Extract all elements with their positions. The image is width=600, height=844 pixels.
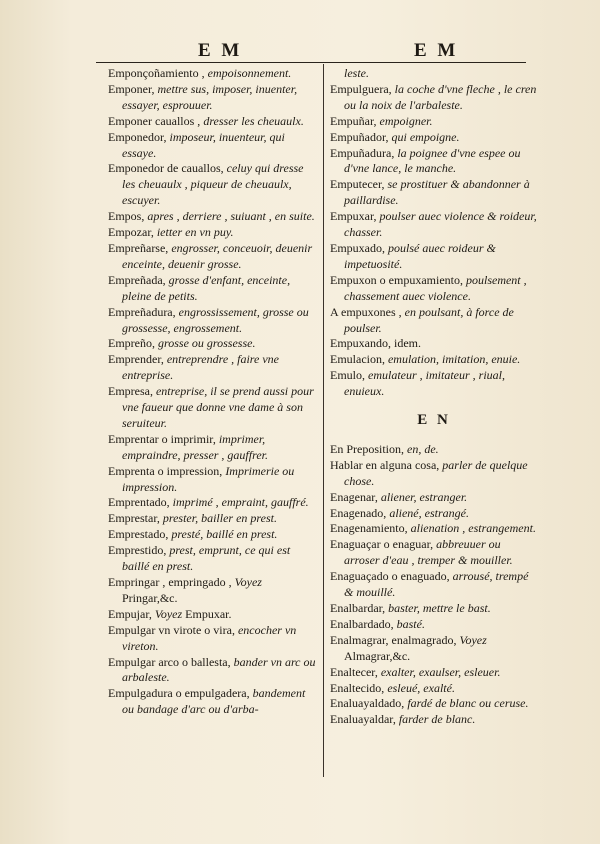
headword: Empuxar, bbox=[330, 209, 380, 224]
headword: Emprestado, bbox=[108, 527, 172, 542]
translation: la coche d'vne fleche , le cren ou la noix de l'arbaleste. bbox=[344, 81, 537, 112]
headword: Empreñada, bbox=[108, 272, 169, 287]
dictionary-entry bbox=[108, 161, 318, 209]
translation: mettre sus, imposer, inuenter, essayer, esprouuer. bbox=[122, 81, 298, 112]
headword: Empos, bbox=[108, 209, 148, 224]
translation: parler de quelque chose. bbox=[344, 457, 528, 488]
headword: Enagenado, bbox=[330, 505, 390, 520]
dictionary-entry bbox=[330, 209, 538, 241]
dictionary-entry bbox=[330, 617, 538, 633]
right-column bbox=[330, 66, 538, 728]
translation: farder de blanc. bbox=[398, 712, 476, 727]
translation: poulsé auec roideur & impetuosité. bbox=[344, 240, 496, 271]
translation: bandement ou bandage d'arc ou d'arba- bbox=[122, 686, 306, 717]
dictionary-entry bbox=[108, 623, 318, 655]
cross-reference: Almagrar,&c. bbox=[344, 648, 411, 663]
headword: Enaluayaldar, bbox=[330, 712, 399, 727]
dictionary-entry bbox=[108, 495, 318, 511]
dictionary-entry bbox=[108, 686, 318, 718]
headword: Emputecer, bbox=[330, 177, 388, 192]
translation: celuy qui dresse les cheuaulx , piqueur de cheuaulx, escuyer. bbox=[122, 161, 304, 208]
translation: encocher vn vireton. bbox=[122, 622, 297, 653]
dictionary-entry bbox=[330, 114, 538, 130]
dictionary-entry bbox=[108, 527, 318, 543]
dictionary-entry bbox=[108, 575, 318, 607]
headword: Emprestar, bbox=[108, 511, 163, 526]
translation: dresser les cheuaulx. bbox=[203, 113, 304, 128]
translation: imprimé , empraint, gauffré. bbox=[172, 495, 309, 510]
dictionary-entry bbox=[330, 368, 538, 400]
dictionary-entry bbox=[330, 601, 538, 617]
headword: Enaguaçado o enaguado, bbox=[330, 569, 453, 584]
headword: Enalbardado, bbox=[330, 616, 397, 631]
translation: bander vn arc ou arbaleste. bbox=[122, 654, 316, 685]
dictionary-entry bbox=[330, 569, 538, 601]
translation: baster, mettre le bast. bbox=[388, 601, 491, 615]
translation: arrousé, trempé & mouillé. bbox=[344, 569, 529, 600]
dictionary-entry bbox=[108, 352, 318, 384]
translation: Voyez bbox=[234, 575, 262, 589]
translation: prest, emprunt, ce qui est baillé en prest. bbox=[122, 543, 291, 574]
headword: Emulacion, bbox=[330, 352, 388, 367]
dictionary-entry bbox=[108, 655, 318, 687]
running-header bbox=[96, 40, 526, 62]
translation: poulser auec violence & roideur, chasser. bbox=[344, 209, 537, 240]
entries-en bbox=[330, 442, 538, 728]
dictionary-entry bbox=[108, 336, 318, 352]
headword: Enagenar, bbox=[330, 489, 381, 504]
dictionary-entry bbox=[108, 66, 318, 82]
section-heading: E N bbox=[417, 412, 451, 429]
translation: en poulsant, à force de poulser. bbox=[344, 304, 514, 335]
headword: Enalbardar, bbox=[330, 601, 389, 615]
headword: Emprentar o imprimir, bbox=[108, 431, 219, 446]
translation: alienation , estrangement. bbox=[410, 521, 536, 536]
headword: A empuxones , bbox=[330, 304, 405, 319]
headword: Empreño, bbox=[108, 336, 158, 351]
dictionary-entry bbox=[108, 241, 318, 273]
headword: Emponer, bbox=[108, 81, 158, 96]
translation: apres , derriere , suiuant , en suite. bbox=[147, 209, 315, 224]
dictionary-entry bbox=[108, 82, 318, 114]
dictionary-entry bbox=[330, 241, 538, 273]
headword: Emponedor, bbox=[108, 129, 170, 144]
translation: en, de. bbox=[407, 441, 439, 456]
translation: emulation, imitation, enuie. bbox=[387, 352, 521, 367]
translation: Voyez bbox=[154, 606, 183, 621]
headword: Enaltecido, bbox=[330, 680, 388, 695]
translation: grosse ou grossesse. bbox=[158, 336, 256, 351]
headword: Empreñadura, bbox=[108, 304, 179, 319]
translation: Voyez bbox=[459, 632, 487, 647]
translation: la poignee d'vne espee ou d'vne lance, le manche. bbox=[344, 145, 521, 176]
headword: Emponedor de cauallos, bbox=[108, 161, 227, 176]
dictionary-entry bbox=[330, 273, 538, 305]
dictionary-entry bbox=[330, 146, 538, 178]
headword: Enagenamiento, bbox=[330, 521, 411, 536]
translation: se prostituer & abandonner à paillardise. bbox=[344, 177, 530, 208]
dictionary-entry bbox=[108, 543, 318, 575]
headword: Empuñadura, bbox=[330, 145, 398, 160]
column-divider bbox=[323, 64, 324, 777]
headword: Emprestido, bbox=[108, 543, 170, 558]
dictionary-entry bbox=[108, 607, 318, 623]
headword: Empuxando, idem. bbox=[330, 336, 421, 351]
translation: ietter en vn puy. bbox=[156, 225, 234, 240]
dictionary-entry bbox=[330, 458, 538, 490]
translation: fardé de blanc ou ceruse. bbox=[407, 696, 529, 711]
cross-reference: Empuxar. bbox=[182, 606, 232, 621]
dictionary-entry bbox=[108, 464, 318, 496]
dictionary-entry bbox=[108, 209, 318, 225]
translation: basté. bbox=[396, 616, 425, 631]
headword: Emulo, bbox=[330, 368, 368, 383]
headword: Emprenta o impression, bbox=[108, 463, 226, 478]
headword: Empreñarse, bbox=[108, 240, 172, 255]
left-column bbox=[108, 66, 318, 718]
translation: prester, bailler en prest. bbox=[162, 511, 277, 526]
headword: En Preposition, bbox=[330, 441, 407, 456]
translation: engrosser, conceuoir, deuenir enceinte, deuenir grosse. bbox=[122, 240, 313, 271]
headword: Empuñar, bbox=[330, 113, 380, 128]
dictionary-entry bbox=[330, 506, 538, 522]
headword: Enaltecer, bbox=[330, 664, 381, 679]
entries-em bbox=[330, 82, 538, 400]
translation: imposeur, inuenteur, qui essaye. bbox=[122, 129, 285, 160]
translation: poulsement , chassement auec violence. bbox=[344, 272, 527, 303]
dictionary-entry bbox=[108, 225, 318, 241]
translation: qui empoigne. bbox=[391, 129, 460, 144]
headword: Empulgar arco o ballesta, bbox=[108, 654, 234, 669]
headword: Empuxon o empuxamiento, bbox=[330, 272, 466, 287]
dictionary-entry bbox=[330, 442, 538, 458]
dictionary-entry bbox=[330, 665, 538, 681]
cross-reference: Pringar,&c. bbox=[122, 590, 178, 605]
dictionary-entry bbox=[330, 82, 538, 114]
translation: exalter, exaulser, esleuer. bbox=[380, 664, 501, 679]
headword: Empuxado, bbox=[330, 240, 388, 255]
headword: Empulgadura o empulgadera, bbox=[108, 686, 253, 701]
headword: Emprender, bbox=[108, 352, 167, 367]
dictionary-entry bbox=[108, 273, 318, 305]
translation: Imprimerie ou impression. bbox=[122, 463, 295, 494]
dictionary-entry bbox=[108, 130, 318, 162]
headword: Hablar en alguna cosa, bbox=[330, 457, 443, 472]
headword: Enaluayaldado, bbox=[330, 696, 408, 711]
header-rule bbox=[96, 62, 526, 63]
dictionary-entry bbox=[330, 712, 538, 728]
headword: Empringar , empringado , bbox=[108, 575, 235, 589]
dictionary-entry bbox=[330, 696, 538, 712]
dictionary-entry bbox=[330, 681, 538, 697]
headword: Emprentado, bbox=[108, 495, 173, 510]
dictionary-entry bbox=[330, 130, 538, 146]
dictionary-entry bbox=[330, 305, 538, 337]
translation: imprimer, empraindre, presser , gauffrer. bbox=[122, 431, 268, 462]
header-left: E M bbox=[198, 40, 243, 61]
dictionary-entry bbox=[108, 511, 318, 527]
translation: abbreuuer ou arroser d'eau , tremper & mouiller. bbox=[344, 537, 513, 568]
translation: emulateur , imitateur , riual, enuieux. bbox=[344, 368, 505, 399]
headword: Enalmagrar, enalmagrado, bbox=[330, 632, 460, 647]
dictionary-entry bbox=[108, 305, 318, 337]
header-right: E M bbox=[414, 40, 459, 61]
translation: empoigner. bbox=[379, 113, 433, 128]
translation: presté, baillé en prest. bbox=[171, 527, 278, 542]
translation: aliené, estrangé. bbox=[389, 505, 469, 520]
dictionary-entry bbox=[330, 352, 538, 368]
translation: empoisonnement. bbox=[207, 66, 292, 80]
headword: Empulguera, bbox=[330, 81, 395, 96]
headword: Emponçoñamiento , bbox=[108, 66, 208, 80]
dictionary-entry bbox=[330, 537, 538, 569]
translation: engrossissement, grosse ou grossesse, engrossement. bbox=[122, 304, 309, 335]
dictionary-entry bbox=[108, 384, 318, 432]
headword: Empulgar vn virote o vira, bbox=[108, 622, 238, 637]
headword: Empozar, bbox=[108, 225, 157, 240]
continuation-line: leste. bbox=[344, 66, 369, 80]
headword: Enaguaçar o enaguar, bbox=[330, 537, 437, 552]
headword: Emponer cauallos , bbox=[108, 113, 204, 128]
dictionary-entry bbox=[108, 114, 318, 130]
translation: entreprise, il se prend aussi pour vne faueur que donne vne dame à son seruiteur. bbox=[122, 384, 314, 430]
translation: entreprendre , faire vne entreprise. bbox=[122, 352, 280, 383]
translation: aliener, estranger. bbox=[380, 489, 468, 504]
headword: Empujar, bbox=[108, 606, 155, 621]
translation: esleué, exalté. bbox=[387, 680, 455, 695]
dictionary-entry bbox=[108, 432, 318, 464]
dictionary-entry bbox=[330, 177, 538, 209]
dictionary-entry bbox=[330, 633, 538, 665]
dictionary-entry bbox=[330, 521, 538, 537]
headword: Empuñador, bbox=[330, 129, 392, 144]
dictionary-entry bbox=[330, 336, 538, 352]
headword: Empresa, bbox=[108, 384, 156, 399]
dictionary-entry bbox=[330, 490, 538, 506]
translation: grosse d'enfant, enceinte, pleine de petits. bbox=[122, 272, 291, 303]
